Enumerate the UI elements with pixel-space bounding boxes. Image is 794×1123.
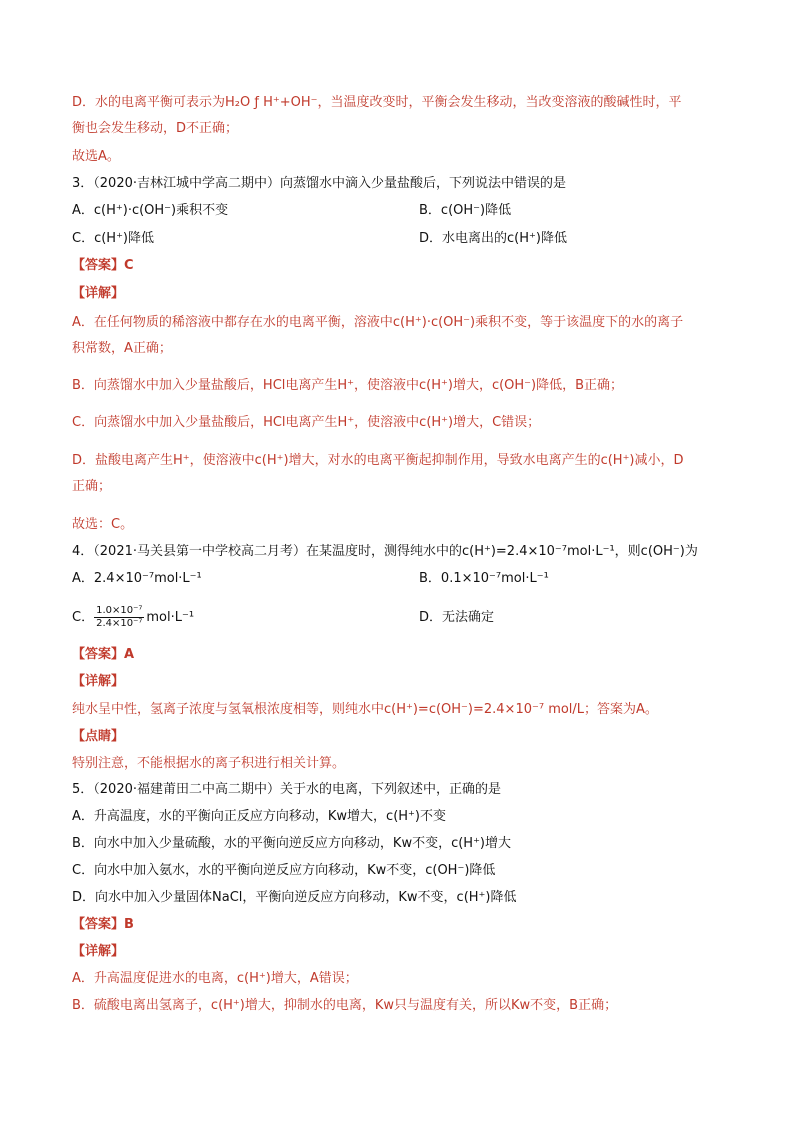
option-c: C．c(H⁺)降低: [72, 231, 155, 246]
detail-label: 【详解】: [72, 674, 125, 689]
explanation-line: 正确；: [72, 479, 112, 494]
question-4-stem: 4．（2021·马关县第一中学校高二月考）在某温度时，测得纯水中的c(H⁺)=2.4×10⁻⁷mol·L⁻¹，则c(OH⁻)为: [72, 544, 698, 559]
answer-label: 【答案】C: [72, 258, 134, 273]
question-3-options-row2: [72, 229, 732, 249]
explanation-line: 衡也会发生移动，D不正确；: [72, 121, 239, 136]
question-5-stem: 5．（2020·福建莆田二中高二期中）关于水的电离，下列叙述中，正确的是: [72, 782, 501, 797]
explanation-line: B．向蒸馏水中加入少量盐酸后，HCl电离产生H⁺，使溶液中c(H⁺)增大，c(OH⁻)降低，B正确；: [72, 378, 624, 393]
question-3-stem: 3．（2020·吉林江城中学高二期中）向蒸馏水中滴入少量盐酸后，下列说法中错误的是: [72, 176, 566, 191]
question-4-options-row2: [72, 604, 732, 632]
option-d: D．水电离出的c(H⁺)降低: [419, 231, 567, 246]
option-b: B．c(OH⁻)降低: [419, 203, 512, 218]
question-3-options-row1: [72, 201, 732, 221]
explanation-line: C．向蒸馏水中加入少量盐酸后，HCl电离产生H⁺，使溶液中c(H⁺)增大，C错误；: [72, 415, 541, 430]
explanation-line: D．水的电离平衡可表示为H₂O ƒ H⁺+OH⁻，当温度改变时，平衡会发生移动，当改变溶液的酸碱性时，平: [72, 95, 682, 110]
option-a: A．升高温度，水的平衡向正反应方向移动，Kw增大，c(H⁺)不变: [72, 809, 446, 824]
option-a: A．2.4×10⁻⁷mol·L⁻¹: [72, 571, 202, 586]
option-c: C．向水中加入氨水，水的平衡向逆反应方向移动，Kw不变，c(OH⁻)降低: [72, 863, 496, 878]
explanation-line: A．在任何物质的稀溶液中都存在水的电离平衡，溶液中c(H⁺)·c(OH⁻)乘积不变，等于该温度下的水的离子: [72, 315, 684, 330]
option-d: D．无法确定: [419, 610, 495, 625]
option-c-unit: mol·L⁻¹: [146, 610, 195, 625]
fraction-numerator: 1.0×10⁻⁷: [96, 605, 143, 616]
explanation-line: D．盐酸电离产生H⁺，使溶液中c(H⁺)增大，对水的电离平衡起抑制作用，导致水电离产生的c(H⁺)减小，D: [72, 453, 684, 468]
explanation-line: B．硫酸电离出氢离子，c(H⁺)增大，抑制水的电离，Kw只与温度有关，所以Kw不变，B正确；: [72, 998, 618, 1013]
tip-label: 【点睛】: [72, 729, 125, 744]
tip-line: 特别注意，不能根据水的离子积进行相关计算。: [72, 756, 346, 771]
option-b: B．0.1×10⁻⁷mol·L⁻¹: [419, 571, 549, 586]
answer-label: 【答案】B: [72, 917, 134, 932]
conclusion-line: 故选：C。: [72, 517, 134, 532]
conclusion-line: 故选A。: [72, 149, 120, 164]
explanation-line: A．升高温度促进水的电离，c(H⁺)增大，A错误；: [72, 971, 358, 986]
option-b: B．向水中加入少量硫酸，水的平衡向逆反应方向移动，Kw不变，c(H⁺)增大: [72, 836, 512, 851]
fraction-denominator: 2.4×10⁻⁷: [96, 618, 143, 629]
option-c-label: C．: [72, 610, 95, 625]
option-c-fraction: [94, 605, 144, 630]
option-a: A．c(H⁺)·c(OH⁻)乘积不变: [72, 203, 229, 218]
detail-label: 【详解】: [72, 944, 125, 959]
explanation-line: 积常数，A正确；: [72, 341, 172, 356]
answer-label: 【答案】A: [72, 647, 135, 662]
explanation-line: 纯水呈中性，氢离子浓度与氢氧根浓度相等，则纯水中c(H⁺)=c(OH⁻)=2.4×10⁻⁷ mol/L；答案为A。: [72, 702, 658, 717]
option-d: D．向水中加入少量固体NaCl，平衡向逆反应方向移动，Kw不变，c(H⁺)降低: [72, 890, 517, 905]
detail-label: 【详解】: [72, 286, 125, 301]
question-4-options-row1: [72, 569, 732, 589]
